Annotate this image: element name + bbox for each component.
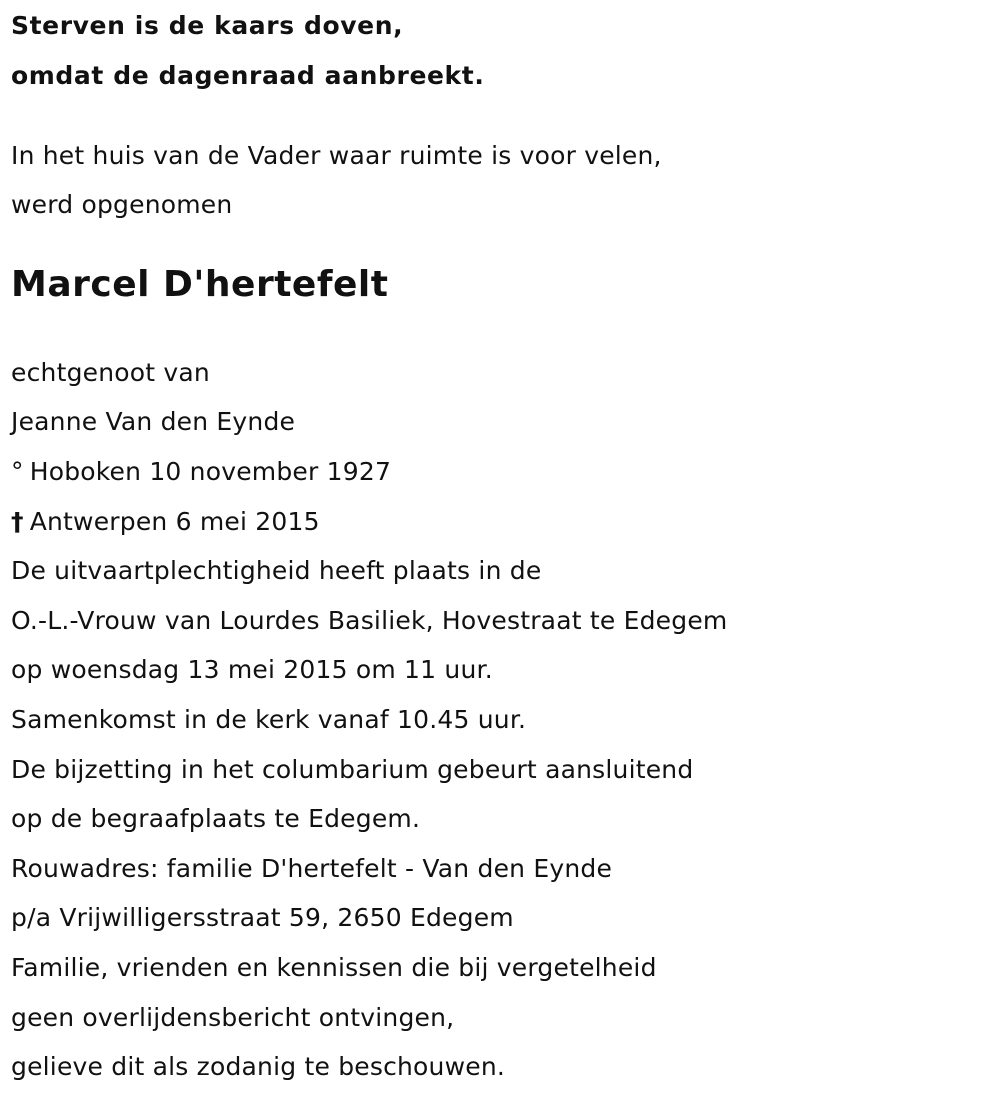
death-line [11,507,320,537]
notice-line-3: gelieve dit als zodanig te beschouwen. [11,1052,506,1081]
ceremony-line-3: op woensdag 13 mei 2015 om 11 uur. [11,655,493,684]
relation-text: echtgenoot van [11,358,210,387]
ceremony-line-6: op de begraafplaats te Edegem. [11,804,421,833]
address-line-1: Rouwadres: familie D'hertefelt - Van den Eynde [11,854,613,883]
intro-line-2: werd opgenomen [11,190,233,219]
poem-line-1: Sterven is de kaars doven, [11,11,404,40]
ceremony-line-1: De uitvaartplechtigheid heeft plaats in de [11,556,542,585]
birth-text: Hoboken 10 november 1927 [29,457,392,486]
ceremony-line-2: O.-L.-Vrouw van Lourdes Basiliek, Hovestraat te Edegem [11,606,728,635]
deceased-name: Marcel D'hertefelt [11,264,389,305]
ceremony-line-5: De bijzetting in het columbarium gebeurt aansluitend [11,755,694,784]
death-text: Antwerpen 6 mei 2015 [29,507,320,536]
notice-line-1: Familie, vrienden en kennissen die bij vergetelheid [11,953,657,982]
ceremony-line-4: Samenkomst in de kerk vanaf 10.45 uur. [11,705,527,734]
birth-line [11,457,391,487]
cross-icon: † [11,507,24,536]
birth-symbol: ° [11,457,24,486]
spouse-name: Jeanne Van den Eynde [11,407,296,436]
notice-line-2: geen overlijdensbericht ontvingen, [11,1003,455,1032]
intro-line-1: In het huis van de Vader waar ruimte is voor velen, [11,141,662,170]
poem-line-2: omdat de dagenraad aanbreekt. [11,61,485,90]
address-line-2: p/a Vrijwilligersstraat 59, 2650 Edegem [11,903,514,932]
